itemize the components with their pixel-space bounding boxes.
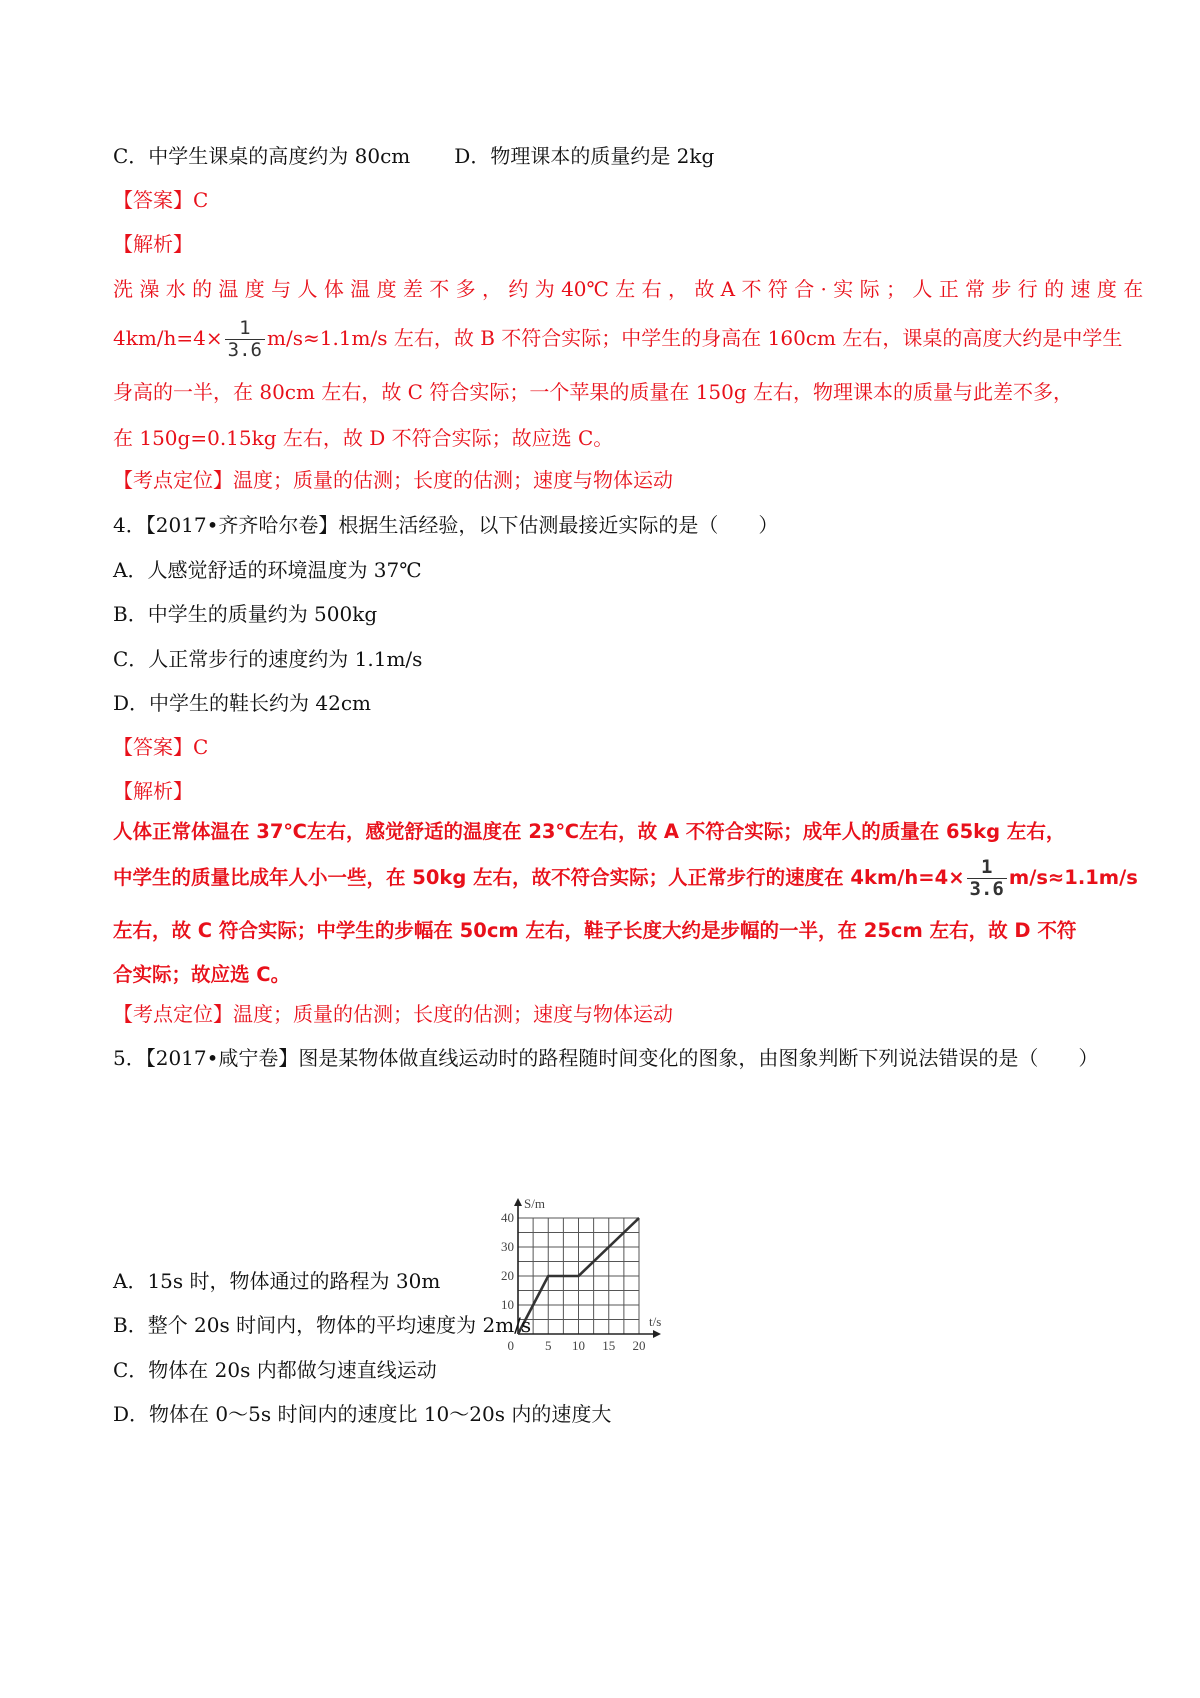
q4-analysis-label: 【解析】 [113,779,193,803]
y-axis-label: S/m [524,1196,545,1211]
q3-analysis-line-2-start: 4km/h=4× [113,326,223,350]
q3-options-cd [113,142,714,170]
x-tick-label: 10 [572,1338,585,1353]
q3-analysis-line-2-end: m/s≈1.1m/s 左右，故 B 不符合实际；中学生的身高在 160cm 左右，课桌的高度大约是中学生 [267,326,1123,350]
q4-fraction-denominator: 3.6 [969,878,1004,900]
q5-option-c: C．物体在 20s 内都做匀速直线运动 [113,1358,437,1382]
q4-analysis-line-3: 左右，故 C 符合实际；中学生的步幅在 50cm 左右，鞋子长度大约是步幅的一半，在 25cm 左右，故 D 不符 [113,919,1077,942]
q4-option-d: D．中学生的鞋长约为 42cm [113,691,372,715]
q4-option-b: B．中学生的质量约为 500kg [113,602,378,626]
q3-answer: 【答案】C [113,188,209,212]
q3-analysis-label: 【解析】 [113,232,193,256]
q4-answer: 【答案】C [113,735,209,759]
origin-label: 0 [507,1338,514,1353]
q5-stem: 5．【2017•咸宁卷】图是某物体做直线运动时的路程随时间变化的图象，由图象判断下列说法错误的是（ ） [113,1046,1099,1070]
q3-fraction-denominator: 3.6 [227,339,262,361]
q4-analysis-line-2-end: m/s≈1.1m/s [1008,866,1138,889]
q3-fraction [225,318,265,361]
q4-analysis-line-1: 人体正常体温在 37℃左右，感觉舒适的温度在 23℃左右，故 A 不符合实际；成年人的质量在 65kg 左右， [113,820,1066,843]
y-tick-label: 40 [501,1210,514,1225]
x-axis-label: t/s [649,1314,662,1329]
q3-option-d: D．物理课本的质量约是 2kg [454,144,715,168]
q4-knowledge-point: 【考点定位】温度；质量的估测；长度的估测；速度与物体运动 [113,1002,673,1026]
q4-option-c: C．人正常步行的速度约为 1.1m/s [113,647,423,671]
q4-fraction [967,857,1007,900]
q3-analysis-line-2 [113,313,1122,363]
q4-analysis-line-2-start: 中学生的质量比成年人小一些，在 50kg 左右，故不符合实际；人正常步行的速度在 4km/h=4× [113,866,965,889]
q3-analysis-line-4: 在 150g=0.15kg 左右，故 D 不符合实际；故应选 C。 [113,426,614,450]
x-tick-label: 5 [545,1338,552,1353]
x-axis-arrow [653,1330,661,1338]
q4-analysis-line-4: 合实际；故应选 C。 [113,963,291,986]
x-tick-label: 15 [602,1338,616,1353]
q4-fraction-numerator: 1 [967,857,1007,879]
q5-option-a: A．15s 时，物体通过的路程为 30m [113,1269,441,1293]
q4-option-a: A．人感觉舒适的环境温度为 37℃ [113,558,422,582]
q5-option-b: B．整个 20s 时间内，物体的平均速度为 2m/s [113,1313,532,1337]
x-tick-label: 20 [632,1338,646,1353]
q3-analysis-line-1: 洗 澡 水 的 温 度 与 人 体 温 度 差 不 多 ， 约 为 40℃ 左 右 ， 故 A 不 符 合 · 实 际 ； 人 正 常 步 行 的 速 度 在 [113,277,1144,301]
q3-fraction-numerator: 1 [225,318,265,340]
y-tick-label: 10 [501,1297,514,1312]
y-tick-label: 20 [501,1268,514,1283]
q4-stem: 4．【2017•齐齐哈尔卷】根据生活经验，以下估测最接近实际的是（ ） [113,513,779,537]
q3-knowledge-point: 【考点定位】温度；质量的估测；长度的估测；速度与物体运动 [113,468,673,492]
y-axis-arrow [514,1198,522,1206]
q3-analysis-line-3: 身高的一半，在 80cm 左右，故 C 符合实际；一个苹果的质量在 150g 左右，物理课本的质量与此差不多， [113,380,1074,404]
q5-option-d: D．物体在 0～5s 时间内的速度比 10～20s 内的速度大 [113,1402,612,1426]
q3-option-c: C．中学生课桌的高度约为 80cm [113,144,411,168]
q4-analysis-line-2 [113,853,1138,903]
y-tick-label: 30 [501,1239,514,1254]
